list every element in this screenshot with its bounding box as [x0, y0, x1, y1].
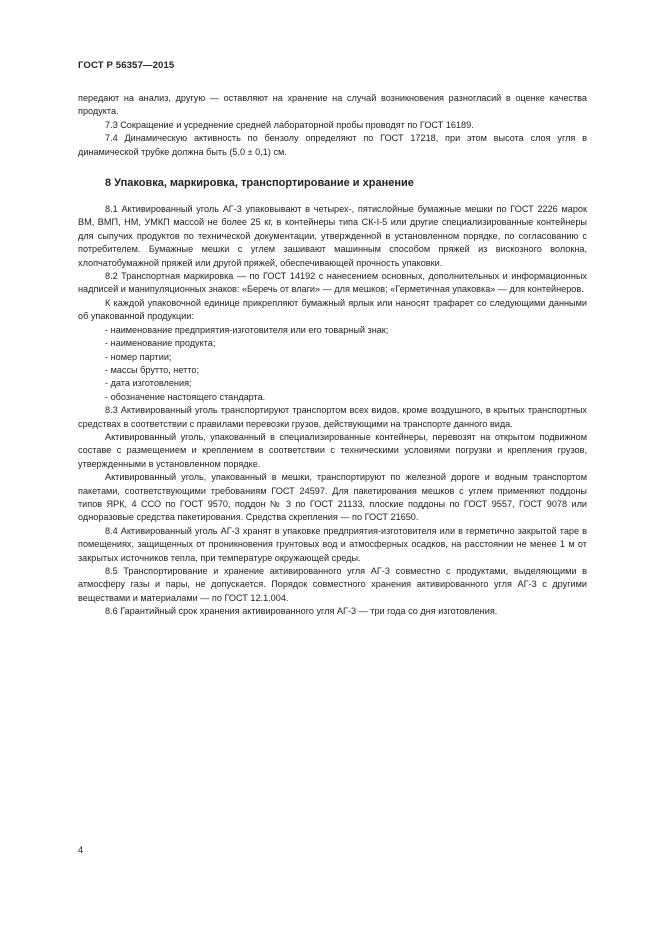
paragraph-7-4: 7.4 Динамическую активность по бензолу определяют по ГОСТ 17218, при этом высота слоя угля в динамической трубке должна быть (5,0 ± 0,1) см. — [78, 133, 587, 157]
section-8-heading: 8 Упаковка, маркировка, транспортирование и хранение — [105, 177, 414, 190]
paragraph-8-2: 8.2 Транспортная маркировка — по ГОСТ 14192 с нанесением основных, дополнительных и информационных надписей и манипуляционных знаков: «Беречь от влаги» — для мешков; «Герметичная упаковка» — для контейнеров. — [78, 271, 587, 295]
list-item: - дата изготовления; — [105, 378, 192, 389]
list-item: - номер партии; — [105, 351, 172, 362]
paragraph-label-intro: К каждой упаковочной единице прикрепляют бумажный ярлык или наносят трафарет со следующими данными об упакованной продукции: — [78, 297, 587, 322]
list-item: - наименование предприятия-изготовителя или его товарный знак; — [105, 324, 389, 335]
page-number: 4 — [78, 845, 84, 855]
paragraph-7-3: 7.3 Сокращение и усреднение средней лабораторной пробы проводят по ГОСТ 16189. — [105, 119, 474, 130]
paragraph-7-2-continued: передают на анализ, другую — оставляют на хранение на случай возникновения разногласий в оценке качества продукта. — [78, 93, 587, 117]
paragraph-8-3: 8.3 Активированный уголь транспортируют транспортом всех видов, кроме воздушного, в крытых транспортных средствах в соответствии с правилами перевозки грузов, действующими на транспорте данного вида. — [78, 405, 587, 429]
label-data-list — [78, 324, 587, 404]
list-item: - обозначение настоящего стандарта. — [105, 391, 266, 402]
paragraph-8-4: 8.4 Активированный уголь АГ-3 хранят в упаковке предприятия-изготовителя или в герметично закрытой таре в помещениях, защищенных от проникновения грунтовых вод и атмосферных осадков, на расстоянии не менее 1 м от закрытых источников тепла, при температуре окружающей среды. — [78, 525, 587, 563]
paragraph-8-1: 8.1 Активированный уголь АГ-3 упаковывают в четырех-, пятислойные бумажные мешки по ГОСТ 2226 марок ВМ, ВМП, НМ, УМКП массой не более 25 кг, в контейнеры типа СК-I-5 или другие специализированные контейнеры для сыпучих продуктов по технической документации, утвержденной в установленном порядке, по согласованию с потребителем. Бумажные мешки с углем зашивают машинным способом пряжей из вискозного волокна, хлопчатобумажной пряжей или другой пряжей, обеспечивающей прочность упаковки. — [78, 204, 587, 268]
list-item: - массы брутто, нетто; — [105, 364, 199, 375]
page-content — [78, 92, 587, 619]
list-item: - наименование продукта; — [105, 338, 216, 349]
paragraph-8-3-bags: Активированный уголь, упакованный в мешки, транспортируют по железной дороге и водным транспортом пакетами, соответствующими требованиям ГОСТ 24597. Для пакетирования мешков с углем применяют поддоны типов ЯРК, 4 ССО по ГОСТ 9570, поддон № 3 по ГОСТ 21133, плоские поддоны по ГОСТ 9557, ГОСТ 9078 или одноразовые средства пакетирования. Средства скрепления — по ГОСТ 21650. — [78, 472, 587, 523]
paragraph-8-3-containers: Активированный уголь, упакованный в специализированные контейнеры, перевозят на открытом подвижном составе с размещением и креплением в соответствии с техническими условиями погрузки и крепления грузов, утвержденными в установленном порядке. — [78, 431, 587, 469]
paragraph-8-6: 8.6 Гарантийный срок хранения активированного угля АГ-3 — три года со дня изготовления. — [105, 606, 498, 617]
page-header-standard: ГОСТ Р 56357—2015 — [78, 60, 175, 71]
paragraph-8-5: 8.5 Транспортирование и хранение активированного угля АГ-3 совместно с продуктами, выделяющими в атмосферу газы и пары, не допускается. Порядок совместного хранения активированного угля АГ-3 с другими веществами и материалами — по ГОСТ 12.1.004. — [78, 566, 587, 603]
